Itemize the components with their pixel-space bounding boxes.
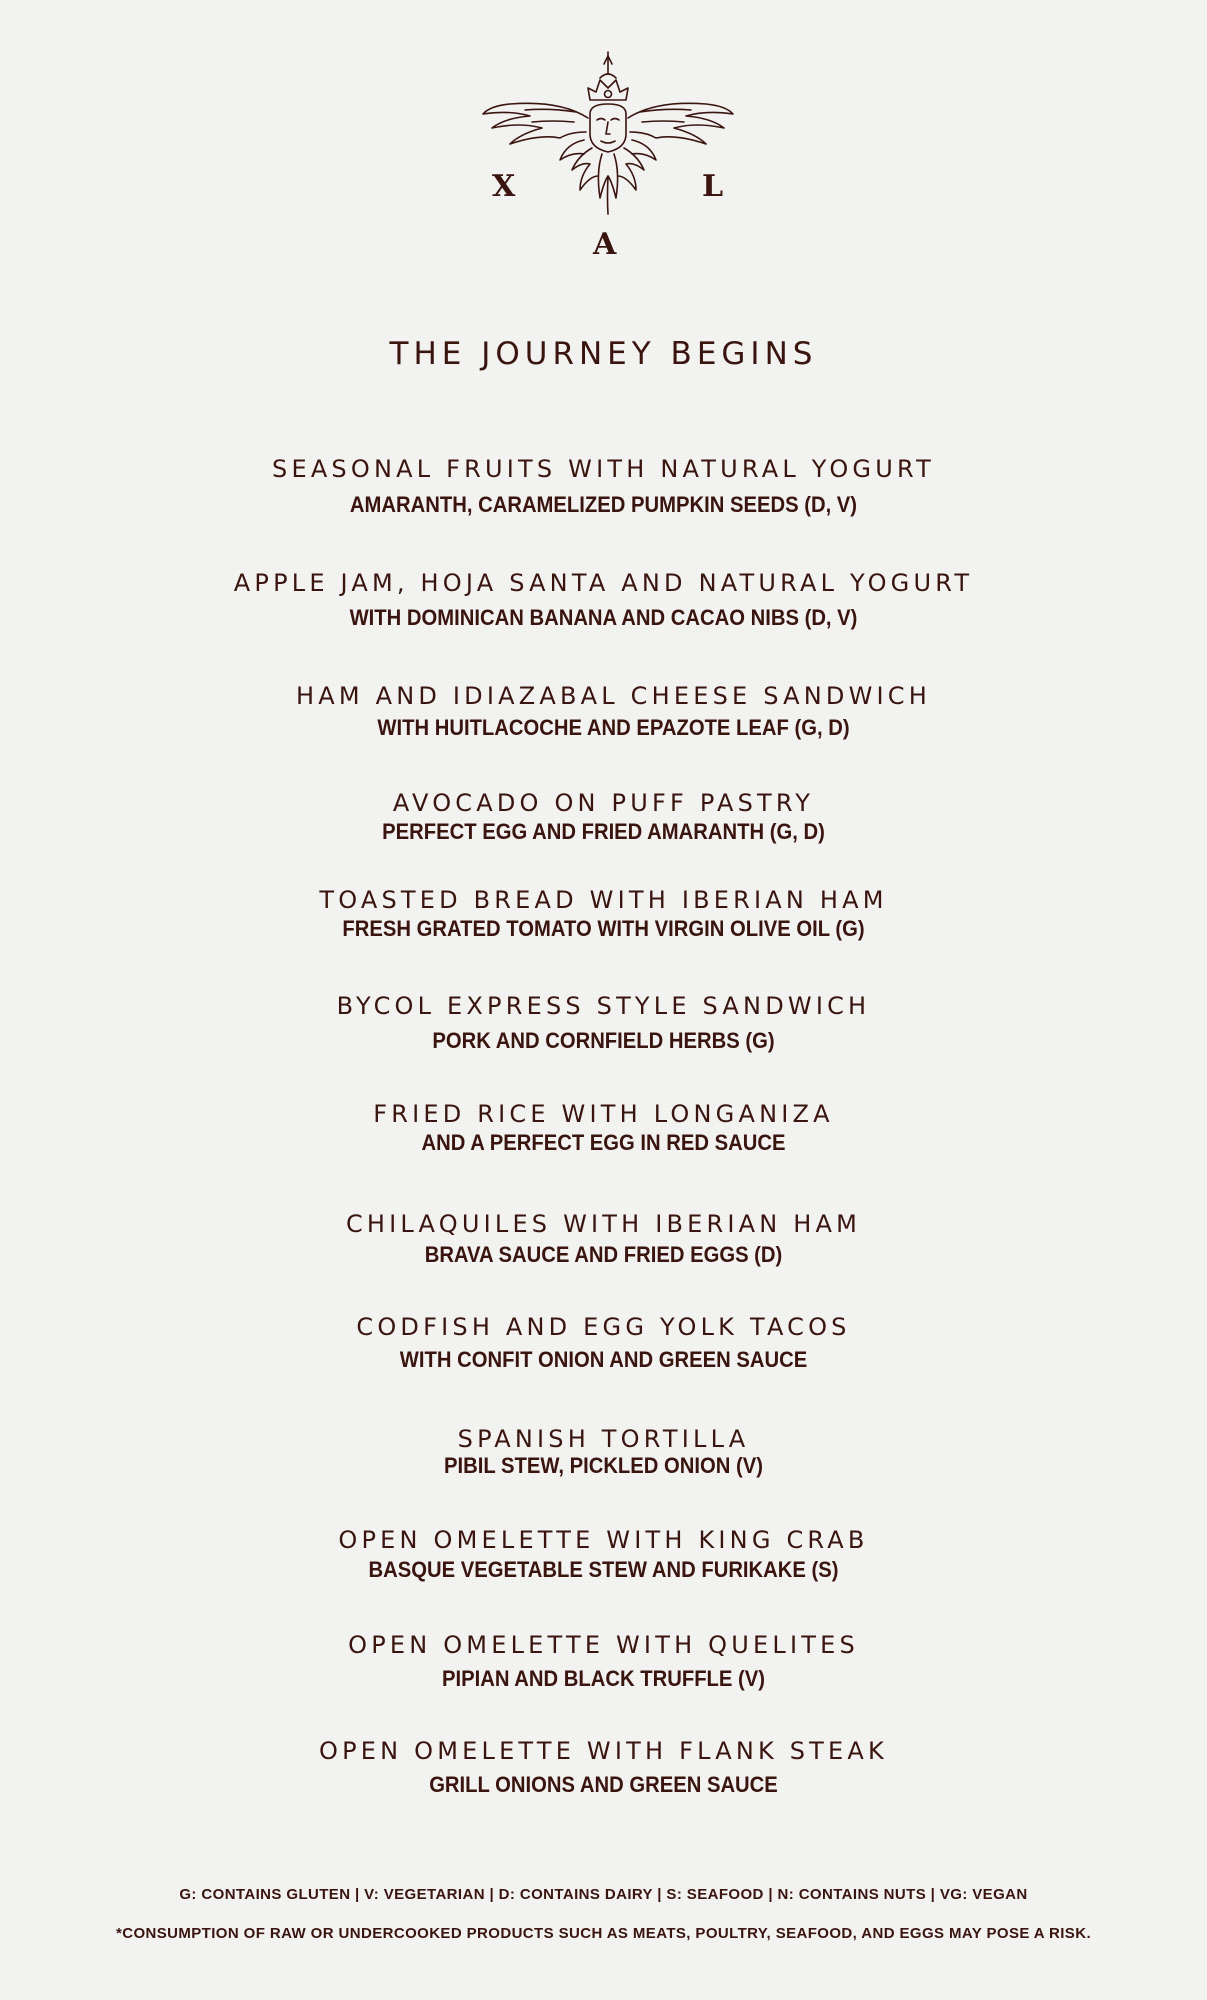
- menu-item-description: WITH DOMINICAN BANANA AND CACAO NIBS (D, V): [349, 605, 858, 630]
- menu-item-description: FRESH GRATED TOMATO WITH VIRGIN OLIVE OIL (G): [342, 916, 865, 941]
- menu-heading: THE JOURNEY BEGINS: [389, 336, 818, 372]
- menu-item-description: PIPIAN AND BLACK TRUFFLE (V): [441, 1666, 766, 1691]
- menu-item-title: FRIED RICE WITH LONGANIZA: [373, 1100, 834, 1128]
- menu-item-description: AND A PERFECT EGG IN RED SAUCE: [421, 1130, 786, 1155]
- menu-item-description: AMARANTH, CARAMELIZED PUMPKIN SEEDS (D, V): [349, 492, 858, 517]
- consumption-disclaimer: *CONSUMPTION OF RAW OR UNDERCOOKED PRODUCTS SUCH AS MEATS, POULTRY, SEAFOOD, AND EGGS MAY POSE A RISK.: [115, 1925, 1092, 1942]
- menu-item-description: BASQUE VEGETABLE STEW AND FURIKAKE (S): [368, 1557, 839, 1582]
- menu-item-description: PORK AND CORNFIELD HERBS (G): [432, 1028, 775, 1053]
- menu-item: [0, 1736, 1207, 1799]
- menu-item: [0, 1424, 1207, 1480]
- menu-item-description: WITH CONFIT ONION AND GREEN SAUCE: [399, 1347, 808, 1372]
- menu-item-title: AVOCADO ON PUFF PASTRY: [392, 789, 815, 817]
- menu-item-title: OPEN OMELETTE WITH KING CRAB: [338, 1526, 869, 1554]
- logo-letter-a: A: [593, 227, 617, 262]
- menu-item-title: CODFISH AND EGG YOLK TACOS: [356, 1313, 851, 1341]
- logo-letter-l: L: [702, 169, 724, 204]
- brand-logo: [480, 48, 736, 263]
- menu-item-title: OPEN OMELETTE WITH FLANK STEAK: [319, 1737, 888, 1765]
- menu-item-title: HAM AND IDIAZABAL CHEESE SANDWICH: [296, 682, 931, 710]
- menu-item-title: APPLE JAM, HOJA SANTA AND NATURAL YOGURT: [233, 569, 974, 597]
- menu-item-description: WITH HUITLACOCHE AND EPAZOTE LEAF (G, D): [377, 715, 850, 740]
- menu-item: [0, 885, 1207, 943]
- menu-item-description: BRAVA SAUCE AND FRIED EGGS (D): [424, 1242, 783, 1267]
- menu-item: [10, 681, 1207, 742]
- dietary-legend: G: CONTAINS GLUTEN | V: VEGETARIAN | D: CONTAINS DAIRY | S: SEAFOOD | N: CONTAINS NUTS | VG: VEGAN: [179, 1886, 1028, 1903]
- menu-item-title: TOASTED BREAD WITH IBERIAN HAM: [319, 886, 888, 914]
- menu-item-title: SEASONAL FRUITS WITH NATURAL YOGURT: [272, 455, 935, 483]
- menu-item: [0, 1525, 1207, 1584]
- menu-item: [0, 1099, 1207, 1157]
- menu-item: [0, 991, 1207, 1055]
- menu-item-description: PIBIL STEW, PICKLED ONION (V): [443, 1453, 763, 1478]
- menu-item: [0, 788, 1207, 846]
- menu-item: [0, 454, 1207, 519]
- menu-item-description: PERFECT EGG AND FRIED AMARANTH (G, D): [382, 819, 825, 844]
- menu-item: [0, 1209, 1207, 1269]
- menu-item-title: SPANISH TORTILLA: [457, 1425, 750, 1453]
- logo-letter-x: X: [492, 169, 516, 204]
- menu-item: [0, 568, 1207, 632]
- menu-item: [0, 1312, 1207, 1374]
- menu-item-description: GRILL ONIONS AND GREEN SAUCE: [429, 1772, 778, 1797]
- menu-item-title: OPEN OMELETTE WITH QUELITES: [348, 1631, 859, 1659]
- menu-item-title: BYCOL EXPRESS STYLE SANDWICH: [336, 992, 871, 1020]
- menu-item: [0, 1630, 1207, 1693]
- menu-item-title: CHILAQUILES WITH IBERIAN HAM: [345, 1210, 862, 1238]
